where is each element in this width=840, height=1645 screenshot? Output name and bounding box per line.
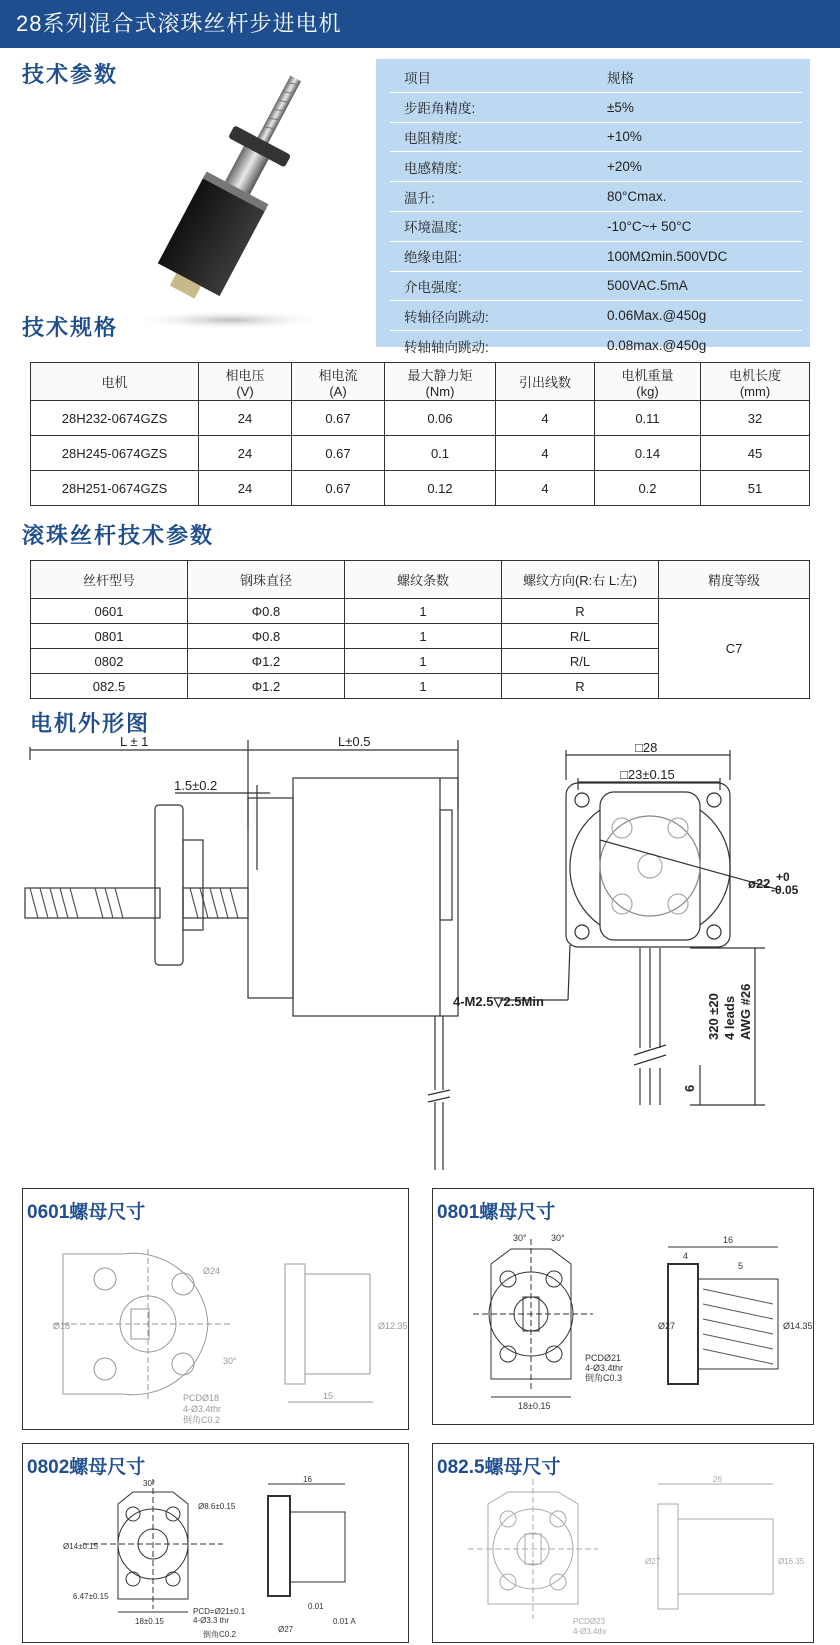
nut-dim: 15 — [323, 1391, 334, 1401]
params-head-item: 项目 — [390, 63, 593, 92]
ballscrew-head-row — [31, 561, 810, 599]
dim-sq28: □28 — [635, 740, 658, 755]
nut-dim: Ø24 — [203, 1266, 221, 1276]
motor-outline-drawing — [0, 730, 840, 1170]
lead-strip: 6 — [682, 1084, 697, 1092]
specs-head-cell: 电机重量 (kg) — [595, 363, 701, 401]
params-head-row — [390, 63, 802, 92]
nut-chamfer: 倒角C0.3 — [585, 1373, 623, 1383]
specs-row — [31, 471, 810, 506]
specs-head-cell: 电机 — [31, 363, 199, 401]
specs-head-cell: 相电压 (V) — [199, 363, 292, 401]
section-title-tech-params: 技术参数 — [22, 62, 119, 87]
nut-box-0802 — [22, 1443, 409, 1643]
current-cell: 0.67 — [292, 436, 385, 471]
param-name: 转轴轴向跳动: — [390, 331, 593, 361]
ballscrew-head-cell: 螺纹条数 — [345, 561, 502, 599]
param-name: 介电强度: — [390, 271, 593, 301]
param-value: 100MΩmin.500VDC — [593, 241, 802, 271]
leads-cell: 4 — [496, 471, 595, 506]
param-value: +10% — [593, 122, 802, 152]
screw-model-cell: 082.5 — [31, 674, 188, 699]
voltage-cell: 24 — [199, 471, 292, 506]
ball-dia-cell: Φ1.2 — [188, 649, 345, 674]
nut-dim: 0.01 A — [333, 1617, 356, 1626]
nut-holes: 4-Ø3.3 thr — [193, 1616, 230, 1625]
specs-head-cell: 相电流 (A) — [292, 363, 385, 401]
weight-cell: 0.14 — [595, 436, 701, 471]
nut-dim: 30° — [513, 1233, 527, 1243]
nut-box-0825 — [432, 1443, 814, 1643]
ball-dia-cell: Φ1.2 — [188, 674, 345, 699]
nut-dim: Ø14.35 — [783, 1321, 813, 1331]
nut-pcd: PCDØ21 — [585, 1353, 622, 1363]
nut-caption: 0802螺母尺寸 — [27, 1457, 146, 1478]
ballscrew-row — [31, 599, 810, 624]
nut-box-0601 — [22, 1188, 409, 1430]
nut-pcd: PCDØ18 — [183, 1393, 220, 1403]
lead-count: 4 leads — [722, 995, 737, 1040]
screw-model-cell: 0601 — [31, 599, 188, 624]
section-title-outline: 电机外形图 — [30, 711, 151, 736]
nut-caption: 0601螺母尺寸 — [27, 1202, 146, 1223]
params-row — [390, 301, 802, 331]
nut-dim: 18±0.15 — [518, 1401, 551, 1411]
nut-dim: 6.47±0.15 — [73, 1592, 109, 1601]
specs-row — [31, 436, 810, 471]
param-name: 电感精度: — [390, 152, 593, 182]
nut-dim: Ø12.35 — [378, 1321, 408, 1331]
dim-tol-minus: -0.05 — [771, 883, 799, 897]
section-title-tech-specs: 技术规格 — [22, 315, 119, 340]
torque-cell: 0.12 — [385, 471, 496, 506]
param-name: 电阻精度: — [390, 122, 593, 152]
nut-dim: Ø27 — [278, 1625, 294, 1634]
params-row — [390, 241, 802, 271]
leads-cell: 4 — [496, 401, 595, 436]
specs-row — [31, 401, 810, 436]
torque-cell: 0.1 — [385, 436, 496, 471]
ballscrew-head-cell: 钢珠直径 — [188, 561, 345, 599]
ballscrew-head-cell: 螺纹方向(R:右 L:左) — [502, 561, 659, 599]
grade-cell: C7 — [659, 599, 810, 699]
weight-cell: 0.2 — [595, 471, 701, 506]
nut-dim: 30° — [551, 1233, 565, 1243]
current-cell: 0.67 — [292, 401, 385, 436]
nut-dim: 18±0.15 — [135, 1617, 164, 1626]
length-cell: 45 — [701, 436, 810, 471]
nut-box-0801 — [432, 1188, 814, 1425]
length-cell: 51 — [701, 471, 810, 506]
screw-model-cell: 0801 — [31, 624, 188, 649]
thread-count-cell: 1 — [345, 624, 502, 649]
nut-holes: 4-Ø3.4thr — [183, 1404, 222, 1414]
lead-gauge: AWG #26 — [738, 983, 753, 1040]
model-cell: 28H232-0674GZS — [31, 401, 199, 436]
side-view — [25, 734, 458, 1170]
nut-dim: 30° — [223, 1356, 237, 1366]
ballscrew-table — [30, 560, 810, 699]
leads-cell: 4 — [496, 436, 595, 471]
current-cell: 0.67 — [292, 471, 385, 506]
specs-head-cell: 电机长度 (mm) — [701, 363, 810, 401]
param-value: 80°Cmax. — [593, 182, 802, 212]
dim-dia22: ø22 — [748, 876, 771, 891]
nut-holes: 4-Ø3.4thr — [585, 1363, 624, 1373]
nut-chamfer: 倒角C0.2 — [183, 1415, 221, 1425]
weight-cell: 0.11 — [595, 401, 701, 436]
torque-cell: 0.06 — [385, 401, 496, 436]
param-name: 转轴径向跳动: — [390, 301, 593, 331]
nut-chamfer: 倒角C0.2 — [203, 1630, 236, 1639]
thread-dir-cell: R/L — [502, 649, 659, 674]
model-cell: 28H245-0674GZS — [31, 436, 199, 471]
nut-dim: Ø8.6±0.15 — [198, 1502, 236, 1511]
nut-dim: 4 — [683, 1251, 689, 1261]
ball-dia-cell: Φ0.8 — [188, 599, 345, 624]
ballscrew-head-cell: 丝杆型号 — [31, 561, 188, 599]
params-head-spec: 规格 — [593, 63, 802, 92]
specs-head-row — [31, 363, 810, 401]
nut-pcd: PCDØ23 — [573, 1617, 606, 1626]
dim-1-5: 1.5±0.2 — [174, 778, 218, 793]
section-title-ballscrew-params: 滚珠丝杆技术参数 — [22, 523, 215, 548]
param-value: 0.06Max.@450g — [593, 301, 802, 331]
dim-l1: L ± 1 — [120, 734, 149, 749]
param-value: 500VAC.5mA — [593, 271, 802, 301]
nut-dim: Ø18 — [53, 1321, 71, 1331]
param-name: 温升: — [390, 182, 593, 212]
dim-l2: L±0.5 — [338, 734, 371, 749]
product-photo — [120, 62, 340, 332]
params-row — [390, 152, 802, 182]
param-value: +20% — [593, 152, 802, 182]
nut-dim: Ø14±0.15 — [63, 1542, 99, 1551]
voltage-cell: 24 — [199, 401, 292, 436]
thread-dir-cell: R/L — [502, 624, 659, 649]
thread-dir-cell: R — [502, 599, 659, 624]
params-table — [390, 63, 802, 361]
page-title: 28系列混合式滚珠丝杆步进电机 — [16, 11, 342, 36]
nut-pcd: PCD=Ø21±0.1 — [193, 1607, 246, 1616]
thread-count-cell: 1 — [345, 674, 502, 699]
dim-tol-plus: +0 — [776, 870, 790, 884]
nut-dim: 16 — [723, 1235, 734, 1245]
param-value: 0.08max.@450g — [593, 331, 802, 361]
nut-caption: 082.5螺母尺寸 — [437, 1457, 561, 1478]
specs-head-cell: 最大静力矩 (Nm) — [385, 363, 496, 401]
length-cell: 32 — [701, 401, 810, 436]
mount-holes: 4-M2.5▽2.5Min — [453, 994, 544, 1009]
thread-count-cell: 1 — [345, 599, 502, 624]
dim-sq23: □23±0.15 — [620, 767, 675, 782]
nut-caption: 0801螺母尺寸 — [437, 1202, 556, 1223]
lead-length: 320 ±20 — [706, 993, 721, 1040]
nut-dim: 26 — [713, 1475, 722, 1484]
params-row — [390, 211, 802, 241]
params-row — [390, 122, 802, 152]
param-name: 绝缘电阻: — [390, 241, 593, 271]
front-view — [453, 740, 799, 1105]
thread-count-cell: 1 — [345, 649, 502, 674]
specs-table — [30, 362, 810, 506]
param-value: ±5% — [593, 92, 802, 122]
page-header — [0, 0, 840, 48]
param-name: 步距角精度: — [390, 92, 593, 122]
specs-head-cell: 引出线数 — [496, 363, 595, 401]
nut-dim: 5 — [738, 1261, 744, 1271]
nut-dim: Ø27 — [658, 1321, 676, 1331]
param-name: 环境温度: — [390, 211, 593, 241]
params-row — [390, 92, 802, 122]
nut-dim: Ø27 — [645, 1557, 661, 1566]
nut-dim: Ø16.35 — [778, 1557, 805, 1566]
model-cell: 28H251-0674GZS — [31, 471, 199, 506]
ball-dia-cell: Φ0.8 — [188, 624, 345, 649]
params-row — [390, 182, 802, 212]
nut-dim: 16 — [303, 1475, 312, 1484]
screw-model-cell: 0802 — [31, 649, 188, 674]
params-row — [390, 331, 802, 361]
nut-holes: 4-Ø3.4thr — [573, 1627, 607, 1636]
thread-dir-cell: R — [502, 674, 659, 699]
nut-dim: 0.01 — [308, 1602, 324, 1611]
voltage-cell: 24 — [199, 436, 292, 471]
params-row — [390, 271, 802, 301]
ballscrew-head-cell: 精度等级 — [659, 561, 810, 599]
nut-dim: 30° — [143, 1479, 156, 1488]
param-value: -10°C~+ 50°C — [593, 211, 802, 241]
